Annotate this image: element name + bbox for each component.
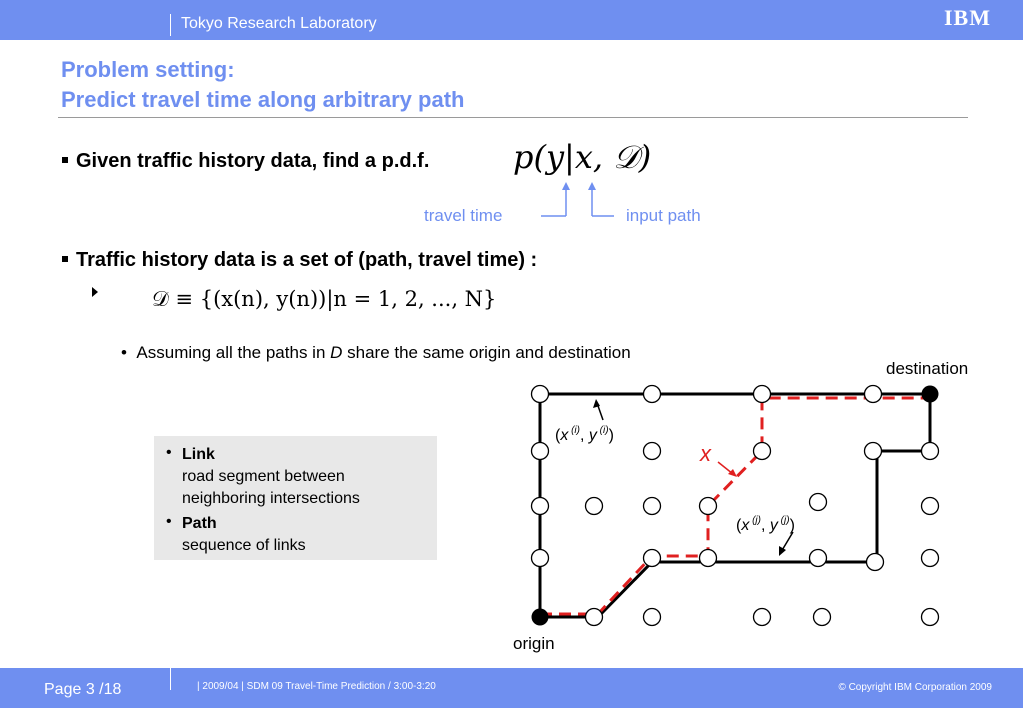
copyright: © Copyright IBM Corporation 2009 <box>838 682 992 693</box>
node <box>867 554 884 571</box>
input-path-label: input path <box>626 206 701 225</box>
title-line-2: Predict travel time along arbitrary path <box>61 87 465 112</box>
destination-label: destination <box>886 359 969 378</box>
bullet-dot: • <box>166 513 172 530</box>
travel-time-label: travel time <box>424 206 503 225</box>
ibm-logo: IBM <box>944 5 991 30</box>
node <box>922 609 939 626</box>
node <box>586 498 603 515</box>
node <box>532 386 549 403</box>
origin-label: origin <box>513 634 555 653</box>
node <box>532 550 549 567</box>
node <box>644 443 661 460</box>
node <box>532 443 549 460</box>
node <box>865 386 882 403</box>
destination-node <box>922 386 939 403</box>
origin-node <box>532 609 549 626</box>
node <box>532 498 549 515</box>
sub-bullet: • Assuming all the paths in D share the same origin and destination <box>121 343 631 362</box>
footer-separator <box>170 668 171 690</box>
node <box>922 550 939 567</box>
node <box>700 550 717 567</box>
x-label: x <box>700 441 711 466</box>
node <box>865 443 882 460</box>
node <box>586 609 603 626</box>
bullet-2-text: Traffic history data is a set of (path, travel time) : <box>76 249 538 271</box>
node <box>922 498 939 515</box>
node <box>644 609 661 626</box>
lab-name: Tokyo Research Laboratory <box>181 15 377 32</box>
node <box>754 443 771 460</box>
dataset-formula: 𝒟 ≡ {(x(n), y(n))|n = 1, 2, ..., N} <box>152 287 497 311</box>
sub-bullet-prefix: Assuming all the paths in <box>136 343 331 362</box>
bullet-dot: • <box>166 444 172 461</box>
node <box>644 386 661 403</box>
label-i: (x $^{(i)}$, y $^{(i)}$) <box>555 425 614 444</box>
definition-desc: sequence of links <box>182 537 306 554</box>
sub-bullet-var: D <box>330 343 343 362</box>
node <box>754 609 771 626</box>
sub-bullet-suffix: share the same origin and destination <box>342 343 631 362</box>
page-number: Page 3 /18 <box>44 681 122 698</box>
definition-term: Path <box>182 515 217 532</box>
pdf-formula: p(y|x, 𝒟) <box>513 138 652 176</box>
node <box>644 550 661 567</box>
node <box>922 443 939 460</box>
node <box>810 550 827 567</box>
bullet-1-text: Given traffic history data, find a p.d.f. <box>76 150 430 172</box>
node <box>644 498 661 515</box>
title-line-1: Problem setting: <box>61 57 235 82</box>
definition-desc: road segment between neighboring intersections <box>182 468 360 507</box>
definition-term: Link <box>182 446 215 463</box>
node <box>810 494 827 511</box>
event-info: | 2009/04 | SDM 09 Travel-Time Prediction / 3:00-3:20 <box>197 681 436 692</box>
node <box>754 386 771 403</box>
label-j: (x $^{(j)}$, y $^{(j)}$) <box>736 515 795 534</box>
node <box>814 609 831 626</box>
footer-bar <box>0 668 1023 708</box>
node <box>700 498 717 515</box>
